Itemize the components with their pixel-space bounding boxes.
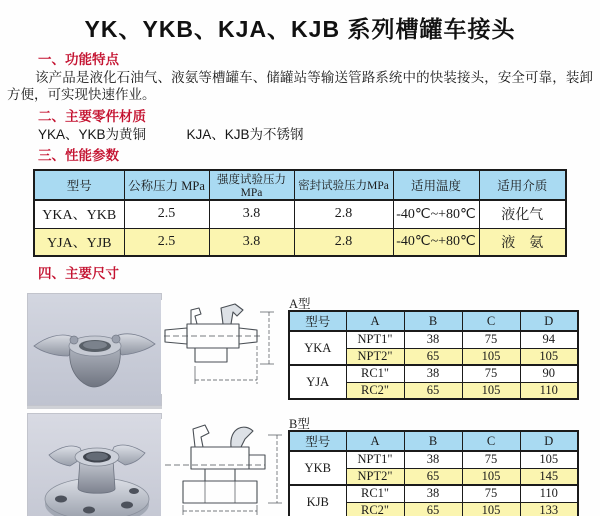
model-cell: YKB xyxy=(289,451,346,485)
table-cell: 110 xyxy=(520,485,578,502)
dim-header-b: B xyxy=(404,431,462,451)
performance-table xyxy=(33,169,567,257)
table-cell: 105 xyxy=(462,382,520,399)
table-cell: 3.8 xyxy=(209,200,294,228)
table-row xyxy=(289,331,578,348)
performance-header-row xyxy=(34,170,566,200)
table-cell: YKA、YKB xyxy=(34,200,124,228)
table-cell: 75 xyxy=(462,485,520,502)
table-cell: 3.8 xyxy=(209,228,294,256)
table-cell: 75 xyxy=(462,331,520,348)
dim-table-a-header-row xyxy=(289,311,578,331)
dim-header-model: 型号 xyxy=(289,311,346,331)
dim-table-b xyxy=(288,430,579,516)
table-cell: NPT1" xyxy=(346,331,404,348)
table-row xyxy=(34,228,566,256)
model-cell: YJA xyxy=(289,365,346,399)
dim-header-a: A xyxy=(346,311,404,331)
table-cell: RC1" xyxy=(346,365,404,382)
section-1-heading: 一、功能特点 xyxy=(38,52,119,67)
feature-paragraph: 该产品是液化石油气、液氨等槽罐车、储罐站等输送管路系统中的快装接头，安全可靠，装卸方便，可实现快速作业。 xyxy=(7,70,593,102)
section-2-heading: 二、主要零件材质 xyxy=(38,109,146,124)
table-cell: RC2" xyxy=(346,502,404,516)
table-cell: 105 xyxy=(462,502,520,516)
perf-header-strength-test: 强度试验压力MPa xyxy=(209,170,294,200)
table-cell: 75 xyxy=(462,451,520,468)
table-row xyxy=(34,200,566,228)
dim-header-d: D xyxy=(520,311,578,331)
table-cell: -40℃~+80℃ xyxy=(393,228,479,256)
dimensions-section xyxy=(0,285,600,516)
table-cell: 液 氨 xyxy=(479,228,566,256)
dim-header-model: 型号 xyxy=(289,431,346,451)
coupling-photo-a xyxy=(27,293,162,406)
table-cell: 110 xyxy=(520,382,578,399)
perf-header-nominal-pressure: 公称压力 MPa xyxy=(124,170,209,200)
table-cell: 105 xyxy=(520,451,578,468)
dim-table-b-header-row xyxy=(289,431,578,451)
perf-header-medium: 适用介质 xyxy=(479,170,566,200)
table-cell: 2.5 xyxy=(124,228,209,256)
table-cell: 65 xyxy=(404,468,462,485)
table-row xyxy=(289,485,578,502)
section-drawing-b-image xyxy=(161,419,289,516)
dim-header-b: B xyxy=(404,311,462,331)
coupling-photo-b xyxy=(27,413,162,516)
dim-table-a-label: A型 xyxy=(289,297,311,311)
table-cell: 145 xyxy=(520,468,578,485)
table-cell: NPT2" xyxy=(346,348,404,365)
table-cell: 133 xyxy=(520,502,578,516)
table-cell: -40℃~+80℃ xyxy=(393,200,479,228)
dim-table-b-label: B型 xyxy=(289,417,310,431)
materials-text: YKA、YKB为黄铜 KJA、KJB为不锈钢 xyxy=(38,127,304,142)
dim-header-a: A xyxy=(346,431,404,451)
wing-coupling-image xyxy=(28,294,161,405)
model-cell: YKA xyxy=(289,331,346,365)
dim-table-a xyxy=(288,310,579,400)
table-cell: 75 xyxy=(462,365,520,382)
section-4-heading: 四、主要尺寸 xyxy=(38,266,119,281)
table-cell: 65 xyxy=(404,348,462,365)
perf-header-temperature: 适用温度 xyxy=(393,170,479,200)
table-cell: 105 xyxy=(520,348,578,365)
table-cell: 2.8 xyxy=(294,200,393,228)
table-cell: YJA、YJB xyxy=(34,228,124,256)
table-cell: NPT1" xyxy=(346,451,404,468)
coupling-drawing-b xyxy=(161,419,289,516)
page-title: YK、YKB、KJA、KJB 系列槽罐车接头 xyxy=(84,16,516,42)
table-cell: 105 xyxy=(462,348,520,365)
table-cell: 65 xyxy=(404,382,462,399)
table-cell: 38 xyxy=(404,365,462,382)
table-cell: 2.5 xyxy=(124,200,209,228)
model-cell: KJB xyxy=(289,485,346,516)
dim-header-c: C xyxy=(462,431,520,451)
table-cell: 38 xyxy=(404,485,462,502)
table-cell: 94 xyxy=(520,331,578,348)
table-cell: 90 xyxy=(520,365,578,382)
table-row xyxy=(289,365,578,382)
table-cell: RC2" xyxy=(346,382,404,399)
table-cell: RC1" xyxy=(346,485,404,502)
section-drawing-a-image xyxy=(161,300,287,394)
section-3-heading: 三、性能参数 xyxy=(38,148,119,163)
table-cell: 65 xyxy=(404,502,462,516)
table-cell: 38 xyxy=(404,331,462,348)
table-cell: 液化气 xyxy=(479,200,566,228)
perf-header-seal-test: 密封试验压力MPa xyxy=(294,170,393,200)
table-cell: 38 xyxy=(404,451,462,468)
dim-header-c: C xyxy=(462,311,520,331)
coupling-drawing-a xyxy=(161,300,287,394)
flanged-coupling-image xyxy=(28,414,161,516)
table-cell: 2.8 xyxy=(294,228,393,256)
dim-header-d: D xyxy=(520,431,578,451)
table-cell: 105 xyxy=(462,468,520,485)
perf-header-model: 型号 xyxy=(34,170,124,200)
table-cell: NPT2" xyxy=(346,468,404,485)
table-row xyxy=(289,451,578,468)
